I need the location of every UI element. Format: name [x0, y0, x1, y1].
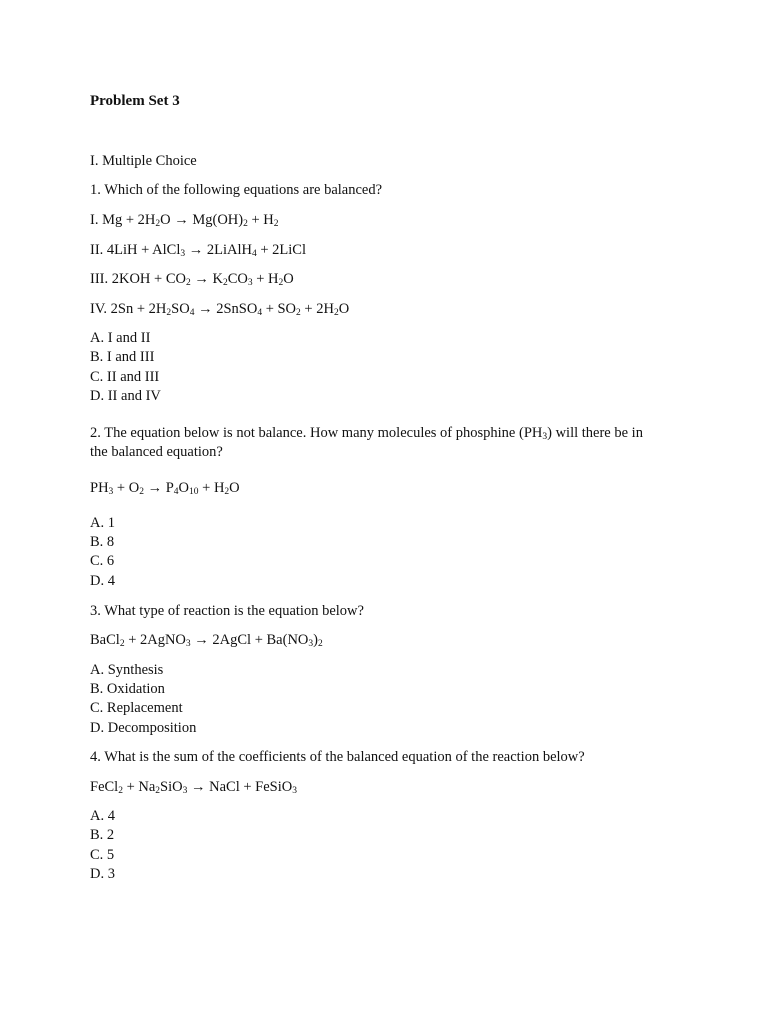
equation-text: II. 4LiH + AlCl	[90, 242, 181, 258]
q2-option-c: C. 6	[90, 553, 115, 569]
equation-subscript: 2	[317, 639, 323, 649]
equation-subscript: 2	[273, 219, 279, 229]
equation-subscript: 3	[247, 278, 253, 288]
equation-subscript: 2	[166, 308, 172, 318]
q1-equation-2	[90, 241, 306, 261]
equation-text: O	[178, 480, 190, 496]
equation-subscript: 2	[139, 487, 144, 497]
equation-text: + SO	[262, 301, 297, 317]
equation-text: + 2H	[300, 301, 334, 317]
equation-text: + H	[252, 271, 279, 287]
q4-equation	[90, 778, 297, 798]
equation-text: CO	[227, 271, 248, 287]
question-3-text: 3. What type of reaction is the equation below?	[90, 603, 364, 619]
question-2-text-line-2: the balanced equation?	[90, 444, 223, 460]
question-2-text-line-1: 2. The equation below is not balance. How many molecules of phosphine $(PH_3)$ will there be in	[90, 425, 643, 442]
q2-option-d: D. 4	[90, 573, 115, 589]
q4-option-c: C. 5	[90, 847, 115, 863]
page-title: Problem Set 3	[90, 93, 180, 109]
equation-subscript: 3	[182, 786, 188, 796]
q1-equation-3	[90, 270, 294, 290]
equation-subscript: 3	[108, 487, 114, 497]
question-1-text: 1. Which of the following equations are balanced?	[90, 182, 383, 198]
equation-text: → K	[190, 271, 223, 287]
equation-text: PH	[90, 480, 109, 496]
equation-text: FeCl	[90, 779, 119, 795]
equation-text: )	[313, 632, 318, 648]
equation-text: O	[283, 271, 294, 287]
equation-subscript: 4	[173, 487, 179, 497]
q2-equation	[90, 479, 240, 499]
equation-subscript: 2	[155, 219, 161, 229]
q2-option-b: B. 8	[90, 534, 115, 550]
equation-text: O → Mg(OH)	[160, 212, 244, 228]
question-4-text: 4. What is the sum of the coefficients of the balanced equation of the reaction below?	[90, 749, 585, 765]
equation-subscript: 2	[296, 308, 301, 318]
equation-subscript: 4	[251, 249, 257, 259]
equation-text: SiO	[160, 779, 183, 795]
equation-subscript: 2	[243, 219, 248, 229]
equation-text: BaCl	[90, 632, 120, 648]
q2-option-a: A. 1	[90, 515, 115, 531]
equation-text: + O	[113, 480, 140, 496]
equation-subscript: 4	[189, 308, 195, 318]
equation-subscript: 3	[308, 639, 314, 649]
equation-subscript: 2	[185, 278, 191, 288]
q3-option-b: B. Oxidation	[90, 681, 165, 697]
equation-text: + Na	[122, 779, 156, 795]
q3-option-c: C. Replacement	[90, 700, 183, 716]
equation-text: + 2LiCl	[256, 242, 306, 258]
equation-text: O	[229, 480, 240, 496]
q1-option-d: D. II and IV	[90, 388, 161, 404]
equation-text: → P	[143, 480, 174, 496]
equation-text: → NaCl + FeSiO	[187, 779, 293, 795]
q4-option-b: B. 2	[90, 827, 115, 843]
equation-text: III. 2KOH + CO	[90, 271, 186, 287]
q1-option-c: C. II and III	[90, 369, 160, 385]
equation-subscript: 4	[257, 308, 263, 318]
q1-equation-1	[90, 211, 279, 231]
equation-subscript: 2	[278, 278, 284, 288]
equation-text: → 2LiAlH	[185, 242, 252, 258]
q3-option-d: D. Decomposition	[90, 720, 197, 736]
equation-text: + 2AgNO	[124, 632, 186, 648]
q4-option-a: A. 4	[90, 808, 115, 824]
equation-text: + H	[198, 480, 225, 496]
q1-option-b: B. I and III	[90, 349, 155, 365]
equation-subscript: 2	[222, 278, 228, 288]
equation-subscript: 2	[118, 786, 123, 796]
q1-equation-4	[90, 300, 349, 320]
equation-text: O	[338, 301, 350, 317]
equation-text: → 2AgCl + Ba(NO	[190, 632, 309, 648]
equation-text: + H	[247, 212, 274, 228]
q3-equation	[90, 631, 323, 651]
equation-subscript: 3	[180, 249, 186, 259]
equation-subscript: 3	[185, 639, 191, 649]
section-heading: I. Multiple Choice	[90, 153, 197, 169]
equation-subscript: 3	[292, 786, 297, 796]
equation-subscript: 10	[189, 487, 199, 497]
q3-option-a: A. Synthesis	[90, 662, 164, 678]
equation-subscript: 2	[224, 487, 230, 497]
equation-text: → 2SnSO	[194, 301, 258, 317]
q4-option-d: D. 3	[90, 866, 115, 882]
equation-subscript: 2	[333, 308, 339, 318]
equation-text: IV. 2Sn + 2H	[90, 301, 167, 317]
equation-text: I. Mg + 2H	[90, 212, 156, 228]
equation-subscript: 2	[119, 639, 125, 649]
equation-subscript: 2	[155, 786, 161, 796]
q1-option-a: A. I and II	[90, 330, 151, 346]
equation-text: SO	[171, 301, 190, 317]
